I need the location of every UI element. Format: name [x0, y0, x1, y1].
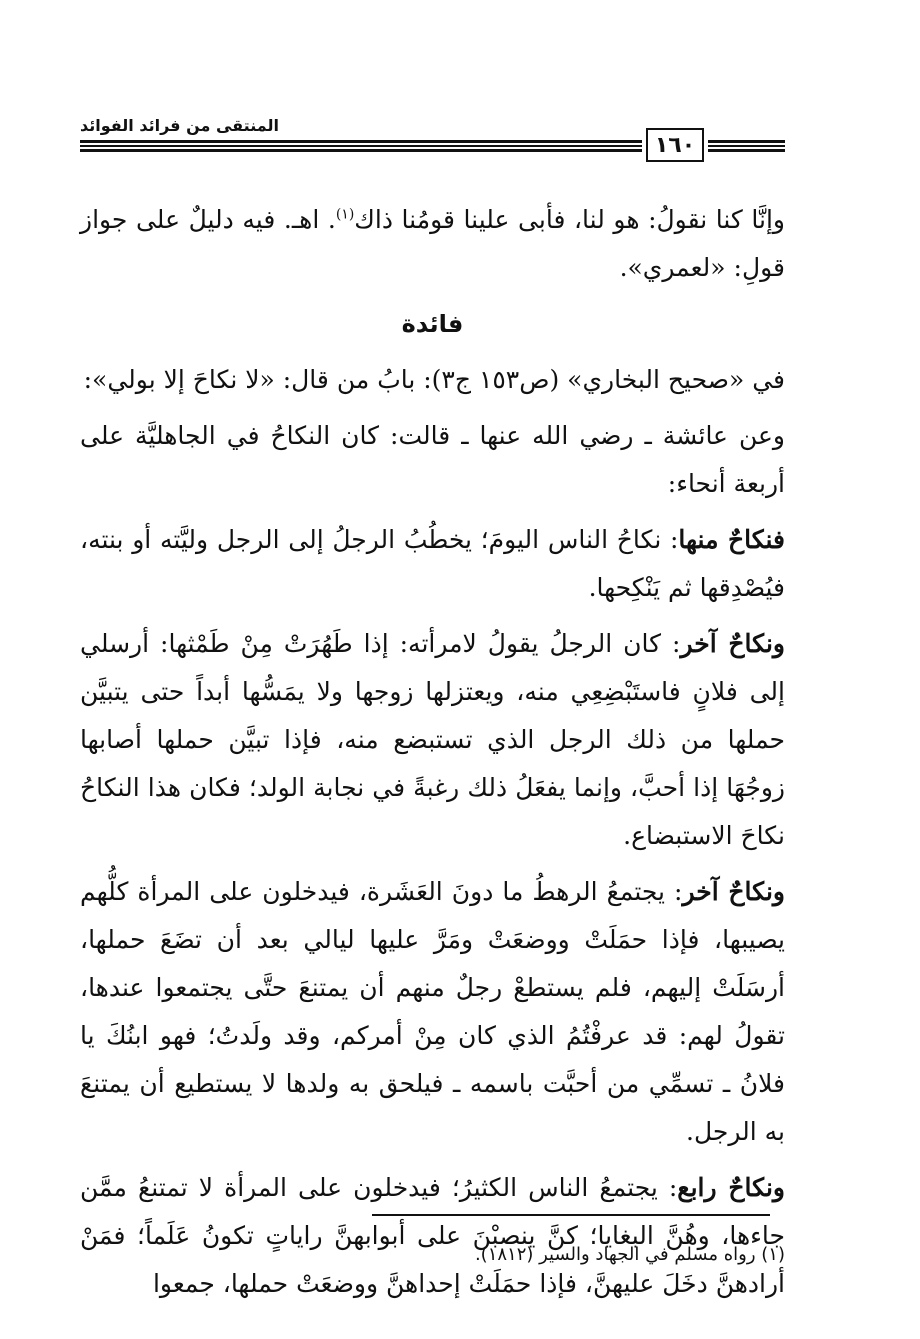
header-rule-left: [80, 140, 642, 152]
paragraph-6: [80, 868, 785, 1156]
paragraph-7-text: : يجتمعُ الناس الكثيرُ؛ فيدخلون على المرأة لا تمتنعُ ممَّن جاءها، وهُنَّ البغايا؛ كنَّ ينصبْنَ على أبوابهنَّ راياتٍ تكونُ عَلَماً؛ فمَنْ أرادهنَّ دخَلَ عليهنَّ، فإذا حمَلَتْ إحداهنَّ ووضعَتْ حملها، جمعوا: [80, 1173, 785, 1298]
page-number: ١٦٠: [646, 128, 704, 162]
paragraph-3: وعن عائشة ـ رضي الله عنها ـ قالت: كان النكاحُ في الجاهليَّة على أربعة أنحاء:: [80, 421, 785, 498]
paragraph-6-lead: ونكاحٌ آخر: [682, 877, 786, 906]
paragraph-4: [80, 516, 785, 612]
paragraph-5-text: : كان الرجلُ يقولُ لامرأته: إذا طَهُرَتْ مِنْ طَمْثها: أرسلي إلى فلانٍ فاستَبْضِعِي منه، ويعتزلها زوجها ولا يمَسُّها أبداً حتى يتبيَّن حملها من ذلك الرجل الذي تستبضع منه، فإذا تبيَّن حملها أصابها زوجُهَا إذا أحبَّ، وإنما يفعَلُ ذلك رغبةً في نجابة الولد؛ فكان هذا النكاحُ نكاحَ الاستبضاع.: [80, 629, 785, 850]
paragraph-2: في «صحيح البخاري» (ص١٥٣ ج٣): بابُ من قال: «لا نكاحَ إلا بولي»:: [83, 365, 785, 394]
paragraph-6-text: : يجتمعُ الرهطُ ما دونَ العَشَرة، فيدخلون على المرأة كلُّهم يصيبها، فإذا حمَلَتْ ووضعَتْ ومَرَّ عليها ليالي بعد أن تضَعَ حملها، أرسَلَتْ إليهم، فلم يستطعْ رجلٌ منهم أن يمتنعَ حتَّى يجتمعوا عندها، تقولُ لهم: قد عرفْتُمُ الذي كان مِنْ أمركم، وقد ولَدتُ؛ فهو ابنُكَ يا فلانُ ـ تسمِّي من أحبَّت باسمه ـ فيلحق به ولدها لا يستطيع أن يمتنعَ به الرجل.: [80, 877, 785, 1146]
paragraph-5-lead: ونكاحٌ آخر: [680, 629, 785, 658]
paragraph-1-text-a: وإنَّا كنا نقولُ: هو لنا، فأبى علينا قومُنا ذاك: [354, 205, 786, 234]
footnote-separator: [372, 1214, 770, 1216]
paragraph-7-lead: ونكاحٌ رابع: [677, 1173, 785, 1202]
running-header-title: المنتقى من فرائد الفوائد: [80, 116, 279, 135]
footnote: (١) رواه مسلم في الجهاد والسير (١٨١٢).: [474, 1244, 785, 1265]
header-rule-right: [708, 140, 785, 152]
paragraph-1-text-b: . اهـ. فيه دليلٌ على جواز قولِ: «لعمري».: [80, 205, 785, 282]
paragraph-5: [80, 620, 785, 860]
footnote-ref: (١): [335, 206, 355, 223]
paragraph-1: [80, 196, 785, 292]
paragraph-4-lead: فنكاحٌ منها: [678, 525, 785, 554]
paragraph-4-text: : نكاحُ الناس اليومَ؛ يخطُبُ الرجلُ إلى الرجل وليَّته أو بنته، فيُصْدِقها ثم يَنْكِحها.: [80, 525, 785, 602]
section-heading: فائدة: [401, 310, 464, 338]
main-text: [80, 196, 785, 1316]
paragraph-7: [80, 1164, 785, 1308]
